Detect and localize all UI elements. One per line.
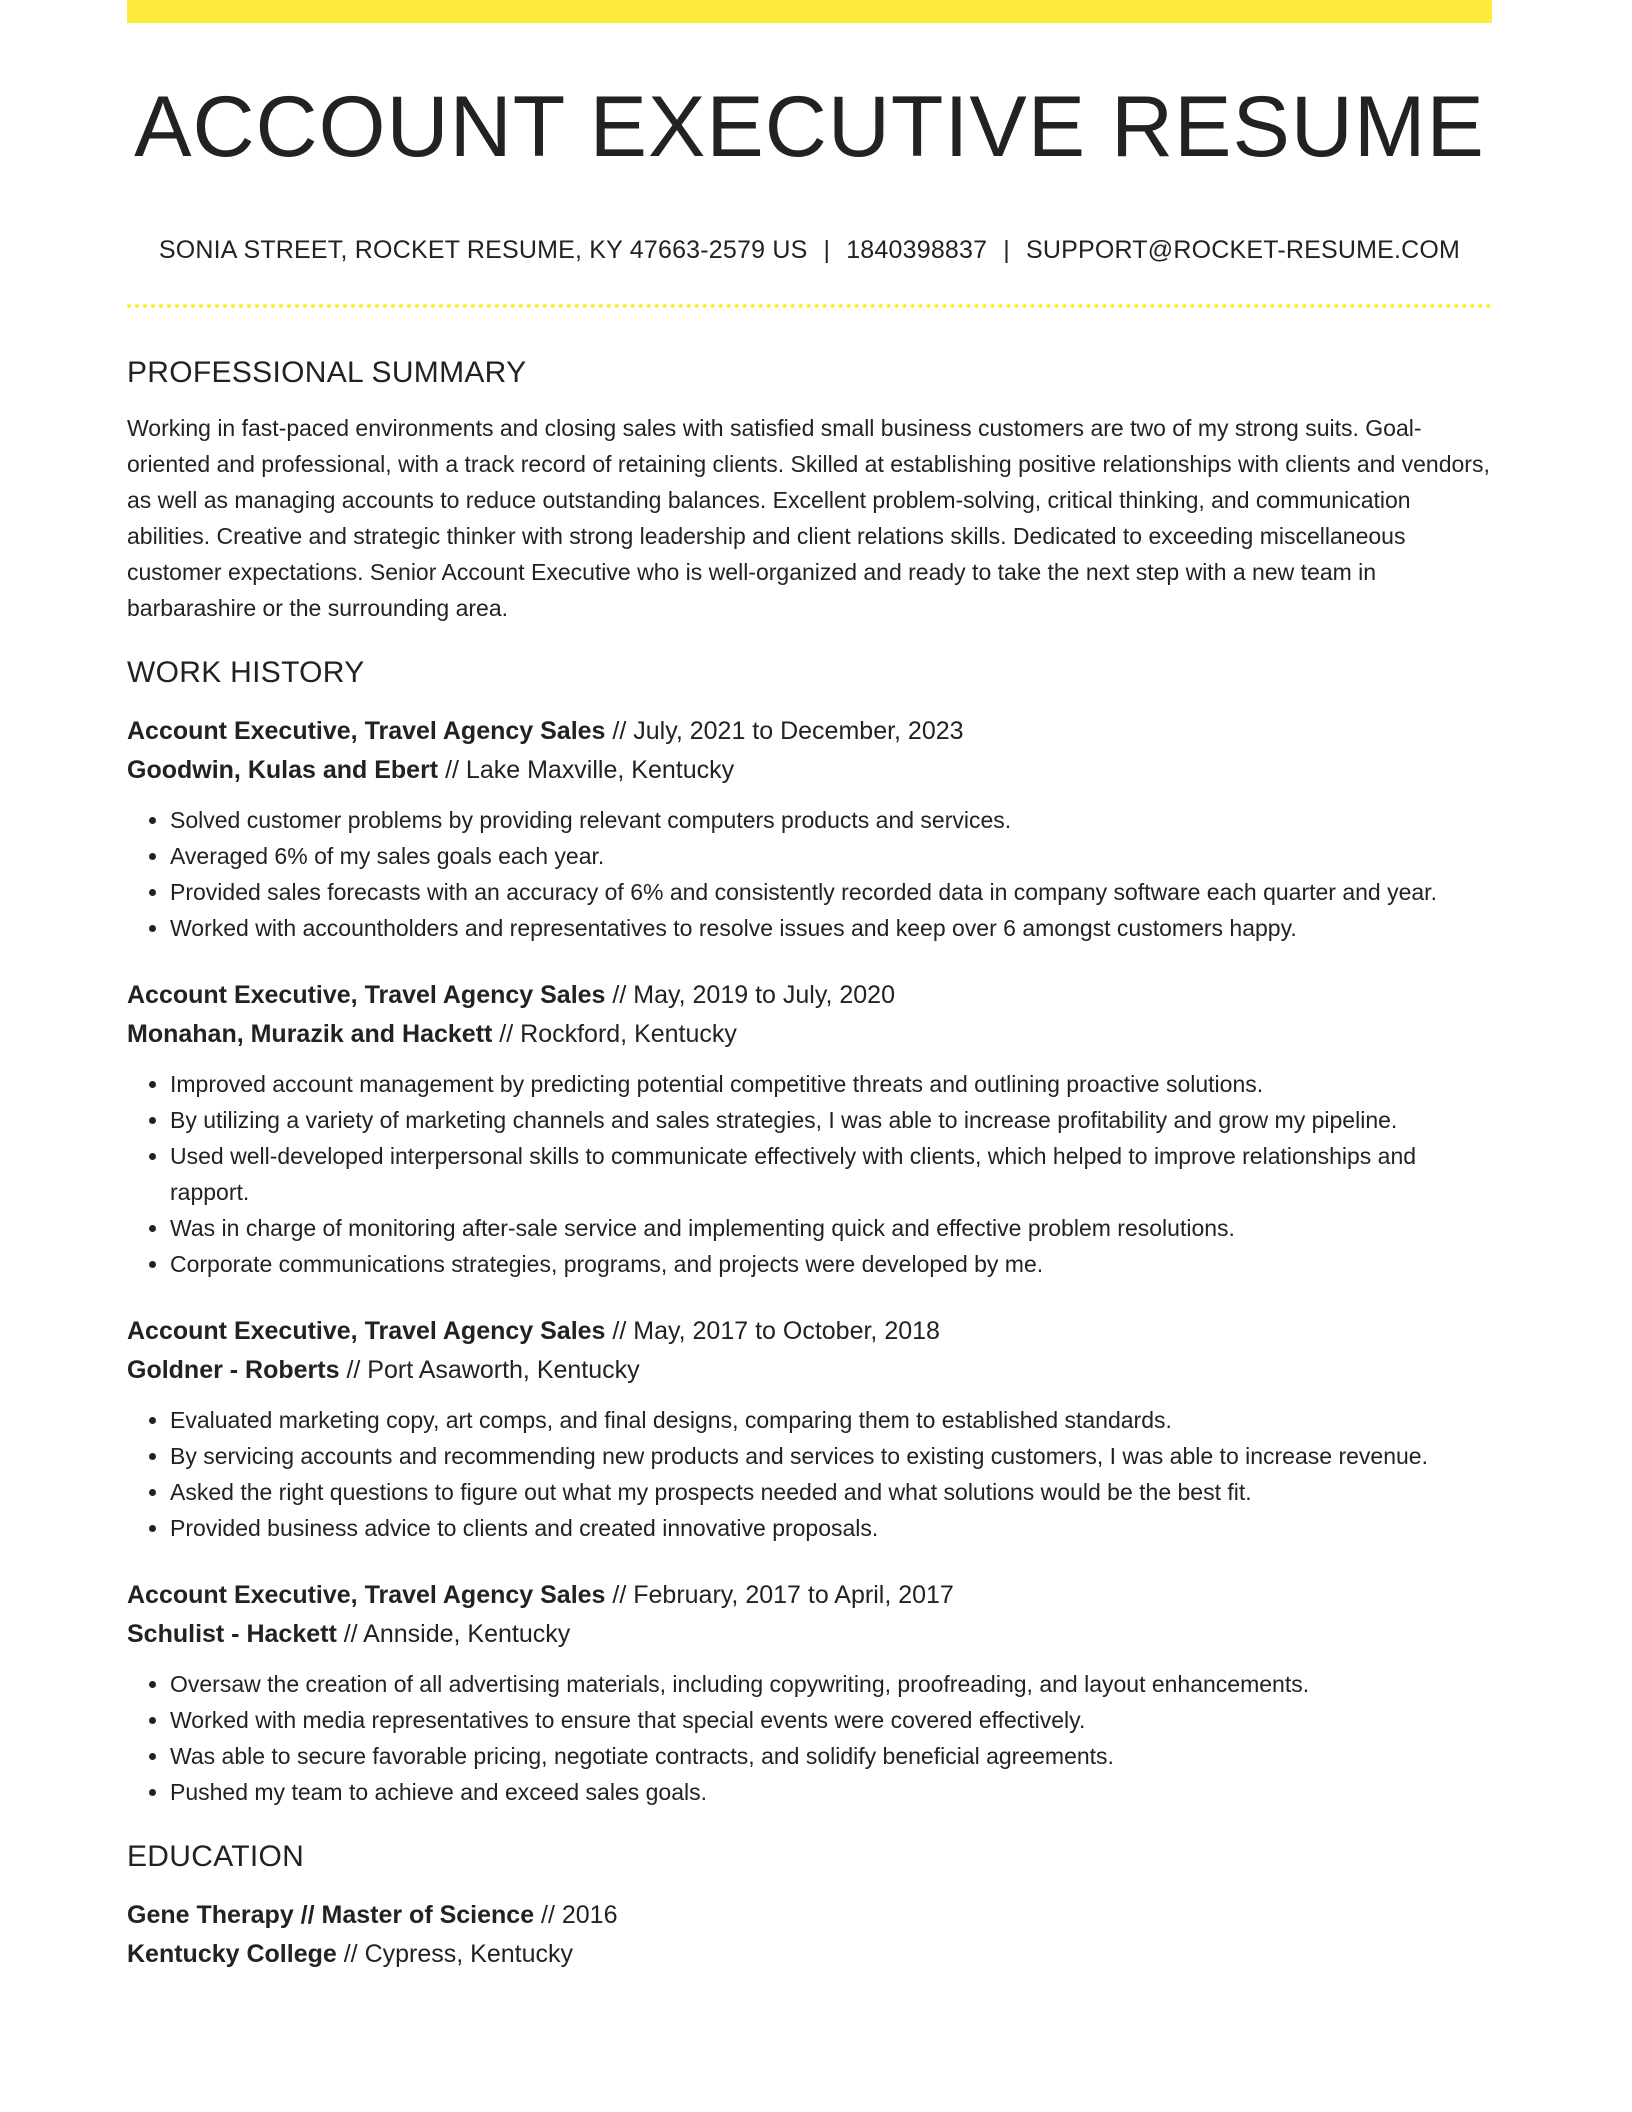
job-bullet: • Corporate communications strategies, programs, and projects were developed by me.: [170, 1246, 1492, 1282]
job-company-line: [127, 1351, 1492, 1390]
education-degree: Gene Therapy // Master of Science: [127, 1901, 535, 1929]
job-title: Account Executive, Travel Agency Sales: [127, 717, 606, 745]
job-dates: // February, 2017 to April, 2017: [605, 1581, 954, 1609]
education-degree-line: [127, 1896, 1492, 1935]
job-title-line: [127, 712, 1492, 751]
job-company-line: [127, 1015, 1492, 1054]
job-location: // Port Asaworth, Kentucky: [339, 1356, 640, 1384]
contact-separator: |: [823, 236, 831, 264]
job-bullet: • Provided sales forecasts with an accuracy of 6% and consistently recorded data in company software each quarter and year.: [170, 874, 1492, 910]
job-entry: [127, 1576, 1492, 1810]
work-history-heading: WORK HISTORY: [127, 656, 365, 689]
contact-line: [127, 236, 1492, 265]
job-bullet: • Worked with media representatives to ensure that special events were covered effectively.: [170, 1702, 1492, 1738]
job-entry: [127, 1312, 1492, 1546]
job-bullet: • Evaluated marketing copy, art comps, and final designs, comparing them to established standards.: [170, 1402, 1492, 1438]
job-location: // Annside, Kentucky: [336, 1620, 571, 1648]
education-heading: EDUCATION: [127, 1840, 305, 1873]
contact-separator: |: [1003, 236, 1010, 264]
dotted-divider: [127, 304, 1492, 308]
job-location: // Rockford, Kentucky: [492, 1020, 737, 1048]
job-bullet: • Used well-developed interpersonal skills to communicate effectively with clients, which helped to improve relationships and rapport.: [170, 1138, 1492, 1210]
resume-body: [127, 352, 1492, 1974]
job-bullet: • By utilizing a variety of marketing channels and sales strategies, I was able to increase profitability and grow my pipeline.: [170, 1102, 1492, 1138]
job-bullet: • Improved account management by predicting potential competitive threats and outlining proactive solutions.: [170, 1066, 1492, 1102]
job-company-line: [127, 751, 1492, 790]
job-bullet: • By servicing accounts and recommending new products and services to existing customers, I was able to increase revenue.: [170, 1438, 1492, 1474]
education-list: [127, 1896, 1492, 1974]
job-company: Monahan, Murazik and Hackett: [127, 1020, 493, 1048]
page-title: ACCOUNT EXECUTIVE RESUME: [134, 79, 1485, 175]
job-bullets: [127, 1066, 1492, 1282]
job-company: Schulist - Hackett: [127, 1620, 337, 1648]
summary-section: [127, 352, 1492, 626]
job-bullet: • Worked with accountholders and representatives to resolve issues and keep over 6 amongst customers happy.: [170, 910, 1492, 946]
job-bullet: • Pushed my team to achieve and exceed sales goals.: [170, 1774, 1492, 1810]
job-bullet: • Provided business advice to clients and created innovative proposals.: [170, 1510, 1492, 1546]
job-bullet: • Oversaw the creation of all advertising materials, including copywriting, proofreading, and layout enhancements.: [170, 1666, 1492, 1702]
job-title: Account Executive, Travel Agency Sales: [127, 1581, 606, 1609]
education-year: // 2016: [534, 1901, 618, 1929]
job-bullet: • Averaged 6% of my sales goals each year.: [170, 838, 1492, 874]
education-section: [127, 1836, 1492, 1974]
summary-text: Working in fast-paced environments and closing sales with satisfied small business customers are two of my strong suits. Goal-oriented and professional, with a track record of retaining clients. Skilled at establishing positive relationships with clients and vendors, as well as managing accounts to reduce outstanding balances. Excellent problem-solving, critical thinking, and communication abilities. Creative and strategic thinker with strong leadership and client relations skills. Dedicated to exceeding miscellaneous customer expectations. Senior Account Executive who is well-organized and ready to take the next step with a new team in barbarashire or the surrounding area.: [127, 415, 1490, 621]
job-bullet: • Was able to secure favorable pricing, negotiate contracts, and solidify beneficial agreements.: [170, 1738, 1492, 1774]
education-entry: [127, 1896, 1492, 1974]
education-school: Kentucky College: [127, 1940, 337, 1968]
work-history-section: [127, 652, 1492, 1810]
job-dates: // May, 2017 to October, 2018: [605, 1317, 940, 1345]
education-school-line: [127, 1935, 1492, 1974]
job-company: Goodwin, Kulas and Ebert: [127, 756, 439, 784]
job-company: Goldner - Roberts: [127, 1356, 340, 1384]
job-location: // Lake Maxville, Kentucky: [438, 756, 735, 784]
contact-phone: 1840398837: [846, 236, 988, 264]
job-bullets: [127, 802, 1492, 946]
job-title-line: [127, 976, 1492, 1015]
job-title-line: [127, 1312, 1492, 1351]
job-bullet: • Was in charge of monitoring after-sale service and implementing quick and effective problem resolutions.: [170, 1210, 1492, 1246]
education-location: // Cypress, Kentucky: [336, 1940, 573, 1968]
job-title: Account Executive, Travel Agency Sales: [127, 1317, 606, 1345]
job-bullets: [127, 1666, 1492, 1810]
job-company-line: [127, 1615, 1492, 1654]
job-entry: [127, 712, 1492, 946]
job-bullets: [127, 1402, 1492, 1546]
accent-top-bar: [127, 0, 1492, 23]
job-title-line: [127, 1576, 1492, 1615]
job-title: Account Executive, Travel Agency Sales: [127, 981, 606, 1009]
summary-heading: PROFESSIONAL SUMMARY: [127, 356, 527, 389]
contact-email[interactable]: SUPPORT@ROCKET-RESUME.COM: [1025, 236, 1461, 264]
contact-address: SONIA STREET, ROCKET RESUME, KY 47663-2579 US: [158, 236, 808, 264]
job-bullet: • Solved customer problems by providing relevant computers products and services.: [170, 802, 1492, 838]
job-dates: // July, 2021 to December, 2023: [605, 717, 964, 745]
job-bullet: • Asked the right questions to figure out what my prospects needed and what solutions would be the best fit.: [170, 1474, 1492, 1510]
job-list: [127, 712, 1492, 1810]
job-dates: // May, 2019 to July, 2020: [605, 981, 895, 1009]
job-entry: [127, 976, 1492, 1282]
